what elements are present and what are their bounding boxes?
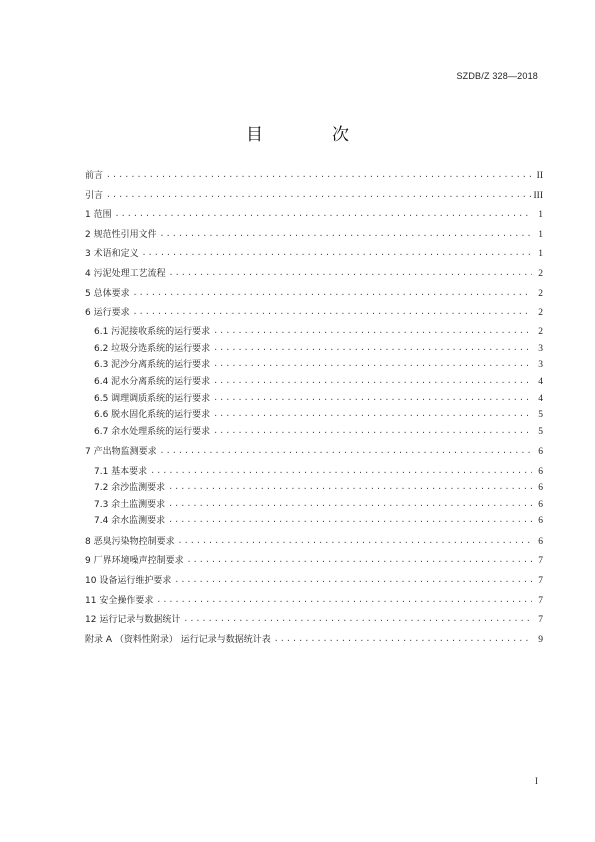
toc-dot-leader — [115, 205, 532, 224]
toc-entry[interactable] — [85, 166, 543, 186]
toc-entry-label: 2 规范性引用文件 — [85, 229, 157, 240]
toc-entry-label: 6 运行要求 — [85, 308, 130, 319]
toc-entry-page: 5 — [538, 410, 543, 421]
toc-dot-leader — [150, 464, 532, 480]
toc-entry-label: 1 范围 — [85, 210, 112, 221]
toc-entry[interactable] — [85, 264, 543, 284]
toc-dot-leader — [133, 284, 532, 303]
toc-entry-page: 1 — [538, 210, 543, 221]
toc-entry[interactable] — [85, 513, 543, 530]
toc-dot-leader — [156, 591, 532, 610]
toc-entry-page: 1 — [538, 249, 543, 260]
toc-entry-label: 10 设备运行维护要求 — [85, 576, 172, 587]
toc-entry-label: 6.7 余水处理系统的运行要求 — [94, 426, 211, 437]
toc-dot-leader — [274, 630, 532, 649]
toc-entry-page: 2 — [538, 327, 543, 338]
toc-entry-page: 6 — [538, 536, 543, 547]
toc-dot-leader — [168, 513, 532, 529]
toc-entry-page: 6 — [538, 499, 543, 510]
toc-entry-page: 4 — [538, 393, 543, 404]
toc-entry-page: 6 — [538, 483, 543, 494]
toc-entry-label: 6.1 污泥接收系统的运行要求 — [94, 327, 211, 338]
toc-entry-label: 7 产出物监测要求 — [85, 447, 157, 458]
toc-entry-page: 6 — [538, 466, 543, 477]
toc-entry[interactable] — [85, 244, 543, 264]
standard-code: SZDB/Z 328—2018 — [456, 71, 538, 81]
toc-dot-leader — [174, 571, 532, 590]
toc-entry-label: 11 安全操作要求 — [85, 595, 154, 606]
toc-dot-leader — [213, 374, 532, 390]
toc-dot-leader — [213, 357, 532, 373]
toc-entry-page: 5 — [538, 426, 543, 437]
toc-entry-label: 7.4 余水监测要求 — [94, 516, 166, 527]
toc-entry-page: 7 — [538, 576, 543, 587]
toc-dot-leader — [213, 424, 532, 440]
toc-entry-page: 4 — [538, 377, 543, 388]
toc-dot-leader — [213, 391, 532, 407]
page-title: 目 次 — [246, 125, 375, 145]
toc-entry-label: 9 厂界环境噪声控制要求 — [85, 556, 184, 567]
toc-entry-label: 6.4 泥水分离系统的运行要求 — [94, 377, 211, 388]
table-of-contents — [85, 166, 543, 649]
toc-entry[interactable] — [85, 205, 543, 225]
toc-dot-leader — [160, 442, 532, 461]
toc-entry-page: 2 — [538, 268, 543, 279]
toc-entry-page: 6 — [538, 447, 543, 458]
toc-entry-page: III — [533, 190, 543, 201]
toc-entry[interactable] — [85, 341, 543, 358]
toc-entry[interactable] — [85, 591, 543, 611]
toc-entry-page: 6 — [538, 516, 543, 527]
toc-entry-page: 9 — [538, 634, 543, 645]
toc-entry[interactable] — [85, 391, 543, 408]
toc-entry-label: 引言 — [85, 190, 104, 201]
toc-entry-label: 3 术语和定义 — [85, 249, 139, 260]
toc-entry-label: 7.1 基本要求 — [94, 466, 148, 477]
toc-entry-page: 3 — [538, 360, 543, 371]
toc-dot-leader — [213, 407, 532, 423]
toc-dot-leader — [106, 186, 530, 205]
toc-entry-label: 6.2 垃圾分选系统的运行要求 — [94, 343, 211, 354]
toc-dot-leader — [213, 324, 532, 340]
page-number: I — [534, 777, 538, 787]
toc-dot-leader — [160, 225, 532, 244]
toc-dot-leader — [133, 303, 532, 322]
toc-entry-page: 2 — [538, 288, 543, 299]
toc-entry[interactable] — [85, 630, 543, 650]
toc-entry-label: 8 恶臭污染物控制要求 — [85, 536, 175, 547]
toc-entry-label: 5 总体要求 — [85, 288, 130, 299]
toc-entry-label: 前言 — [85, 171, 104, 181]
toc-entry[interactable] — [85, 610, 543, 630]
toc-entry[interactable] — [85, 442, 543, 462]
toc-entry[interactable] — [85, 464, 543, 481]
toc-dot-leader — [169, 264, 532, 283]
toc-entry[interactable] — [85, 571, 543, 591]
toc-entry[interactable] — [85, 497, 543, 514]
toc-entry-page: 7 — [538, 556, 543, 567]
toc-entry-page: 7 — [538, 595, 543, 606]
toc-entry[interactable] — [85, 407, 543, 424]
toc-entry-page: 1 — [538, 229, 543, 240]
toc-entry[interactable] — [85, 284, 543, 304]
toc-entry[interactable] — [85, 480, 543, 497]
toc-entry-label: 6.5 调理调质系统的运行要求 — [94, 393, 211, 404]
toc-entry[interactable] — [85, 374, 543, 391]
toc-entry-label: 6.3 泥沙分离系统的运行要求 — [94, 360, 211, 371]
toc-entry[interactable] — [85, 186, 543, 206]
toc-dot-leader — [106, 166, 532, 185]
toc-entry[interactable] — [85, 357, 543, 374]
toc-dot-leader — [178, 532, 532, 551]
toc-dot-leader — [142, 244, 532, 263]
toc-entry-label: 7.3 余土监测要求 — [94, 499, 166, 510]
toc-entry[interactable] — [85, 551, 543, 571]
toc-entry[interactable] — [85, 424, 543, 441]
toc-entry-label: 7.2 余沙监测要求 — [94, 483, 166, 494]
toc-entry-label: 4 污泥处理工艺流程 — [85, 268, 166, 279]
toc-dot-leader — [213, 341, 532, 357]
toc-entry-label: 附录 A （资料性附录） 运行记录与数据统计表 — [85, 634, 271, 645]
toc-entry-page: II — [536, 171, 543, 181]
toc-dot-leader — [168, 480, 532, 496]
toc-entry-page: 3 — [538, 343, 543, 354]
toc-entry-label: 12 运行记录与数据统计 — [85, 615, 181, 626]
toc-dot-leader — [183, 610, 532, 629]
toc-entry[interactable] — [85, 324, 543, 341]
toc-dot-leader — [187, 551, 532, 570]
toc-entry-label: 6.6 脱水固化系统的运行要求 — [94, 410, 211, 421]
toc-entry-page: 7 — [538, 615, 543, 626]
toc-dot-leader — [168, 497, 532, 513]
toc-entry-page: 2 — [538, 308, 543, 319]
toc-entry[interactable] — [85, 225, 543, 245]
toc-entry[interactable] — [85, 532, 543, 552]
toc-entry[interactable] — [85, 303, 543, 323]
